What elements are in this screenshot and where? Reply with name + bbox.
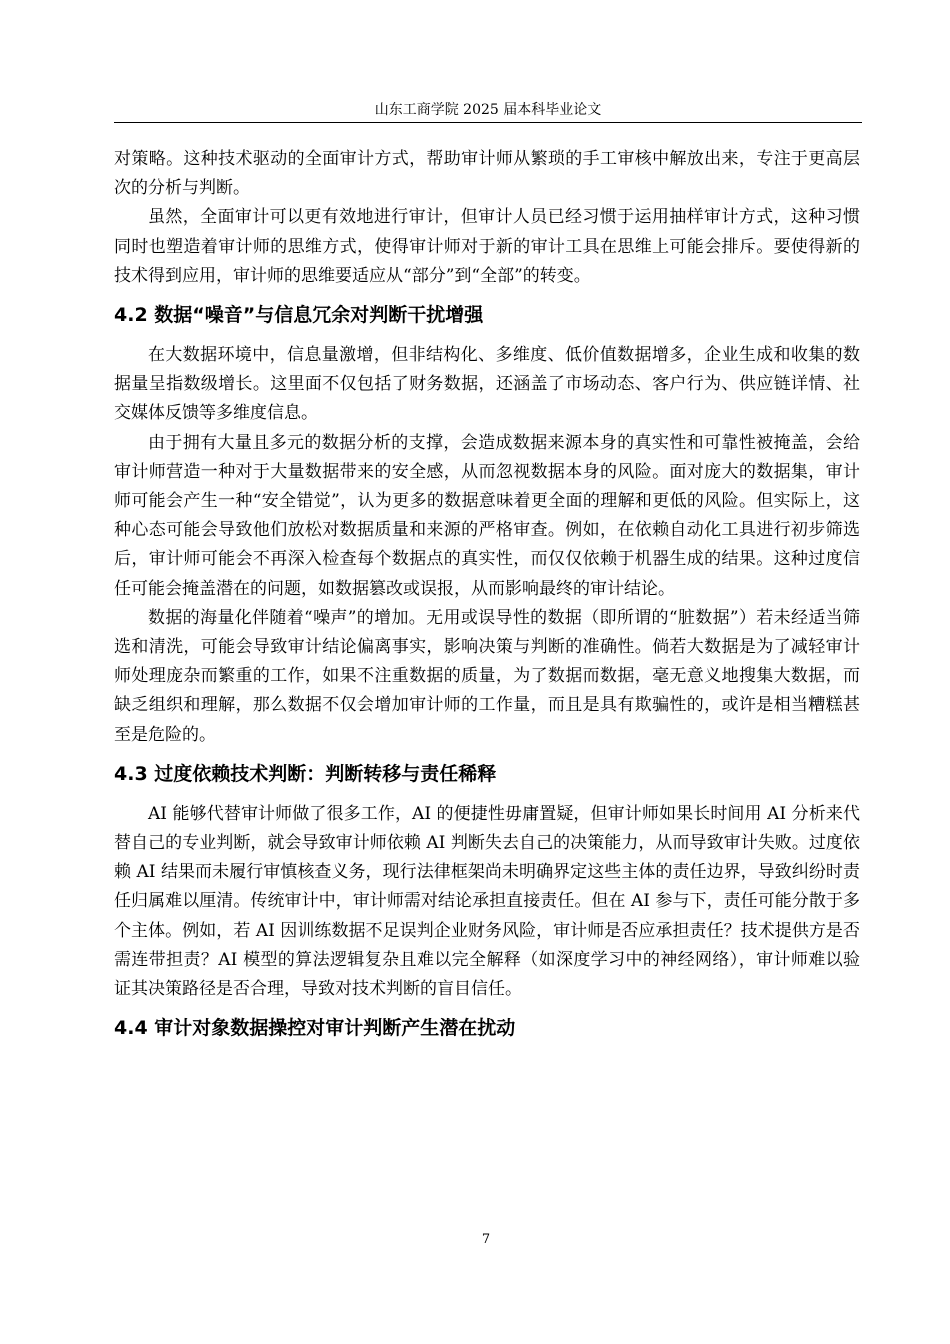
paragraph-continuation: 对策略。这种技术驱动的全面审计方式，帮助审计师从繁琐的手工审核中解放出来，专注于更高层次的分析与判断。 <box>114 149 860 199</box>
paragraph-big-data-environment: 在大数据环境中，信息量激增，但非结构化、多维度、低价值数据增多，企业生成和收集的数据量呈指数级增长。这里面不仅包括了财务数据，还涵盖了市场动态、客户行为、供应链详情、社交媒体反馈等多维度信息。 <box>114 345 860 424</box>
header-rule <box>114 122 862 123</box>
document-body <box>114 145 860 1054</box>
section-heading-4-2: 4.2 数据“噪音”与信息冗余对判断干扰增强 <box>114 304 484 327</box>
paragraph-ai-dependence: AI 能够代替审计师做了很多工作，AI 的便捷性毋庸置疑，但审计师如果长时间用 AI 分析来代替自己的专业判断，就会导致审计师依赖 AI 判断失去自己的决策能力，从而导致审计失败。过度依赖 AI 结果而未履行审慎核查义务，现行法律框架尚未明确界定这些主体的责任边界，导致纠纷时责任归属难以厘清。传统审计中，审计师需对结论承担直接责任。但在 AI 参与下，责任可能分散于多个主体。例如，若 AI 因训练数据不足误判企业财务风险，审计师是否应承担责任？技术提供方是否需连带担责？AI 模型的算法逻辑复杂且难以完全解释（如深度学习中的神经网络），审计师难以验证其决策路径是否合理，导致对技术判断的盲目信任。 <box>114 803 860 1000</box>
page-header: 山东工商学院 2025 届本科毕业论文 <box>374 102 602 118</box>
paragraph-data-noise: 数据的海量化伴随着“噪声”的增加。无用或误导性的数据（即所谓的“脏数据”）若未经适当筛选和清洗，可能会导致审计结论偏离事实，影响决策与判断的准确性。倘若大数据是为了减轻审计师处理庞杂而繁重的工作，如果不注重数据的质量，为了数据而数据，毫无意义地搜集大数据，而缺乏组织和理解，那么数据不仅会增加审计师的工作量，而且是具有欺骗性的，或许是相当糟糕甚至是危险的。 <box>114 607 860 745</box>
paragraph-safety-illusion: 由于拥有大量且多元的数据分析的支撑，会造成数据来源本身的真实性和可靠性被掩盖，会给审计师营造一种对于大量数据带来的安全感，从而忽视数据本身的风险。面对庞大的数据集，审计师可能会产生一种“安全错觉”，认为更多的数据意味着更全面的理解和更低的风险。但实际上，这种心态可能会导致他们放松对数据质量和来源的严格审查。例如，在依赖自动化工具进行初步筛选后，审计师可能会不再深入检查每个数据点的真实性，而仅仅依赖于机器生成的结果。这种过度信任可能会掩盖潜在的问题，如数据篡改或误报，从而影响最终的审计结论。 <box>114 432 860 599</box>
paragraph-full-audit-mindset: 虽然，全面审计可以更有效地进行审计，但审计人员已经习惯于运用抽样审计方式，这种习惯同时也塑造着审计师的思维方式，使得审计师对于新的审计工具在思维上可能会排斥。要使得新的技术得到应用，审计师的思维要适应从“部分”到“全部”的转变。 <box>114 207 860 286</box>
section-heading-4-4: 4.4 审计对象数据操控对审计判断产生潜在扰动 <box>114 1017 516 1040</box>
section-heading-4-3: 4.3 过度依赖技术判断：判断转移与责任稀释 <box>114 762 497 785</box>
page-number: 7 <box>481 1232 491 1247</box>
